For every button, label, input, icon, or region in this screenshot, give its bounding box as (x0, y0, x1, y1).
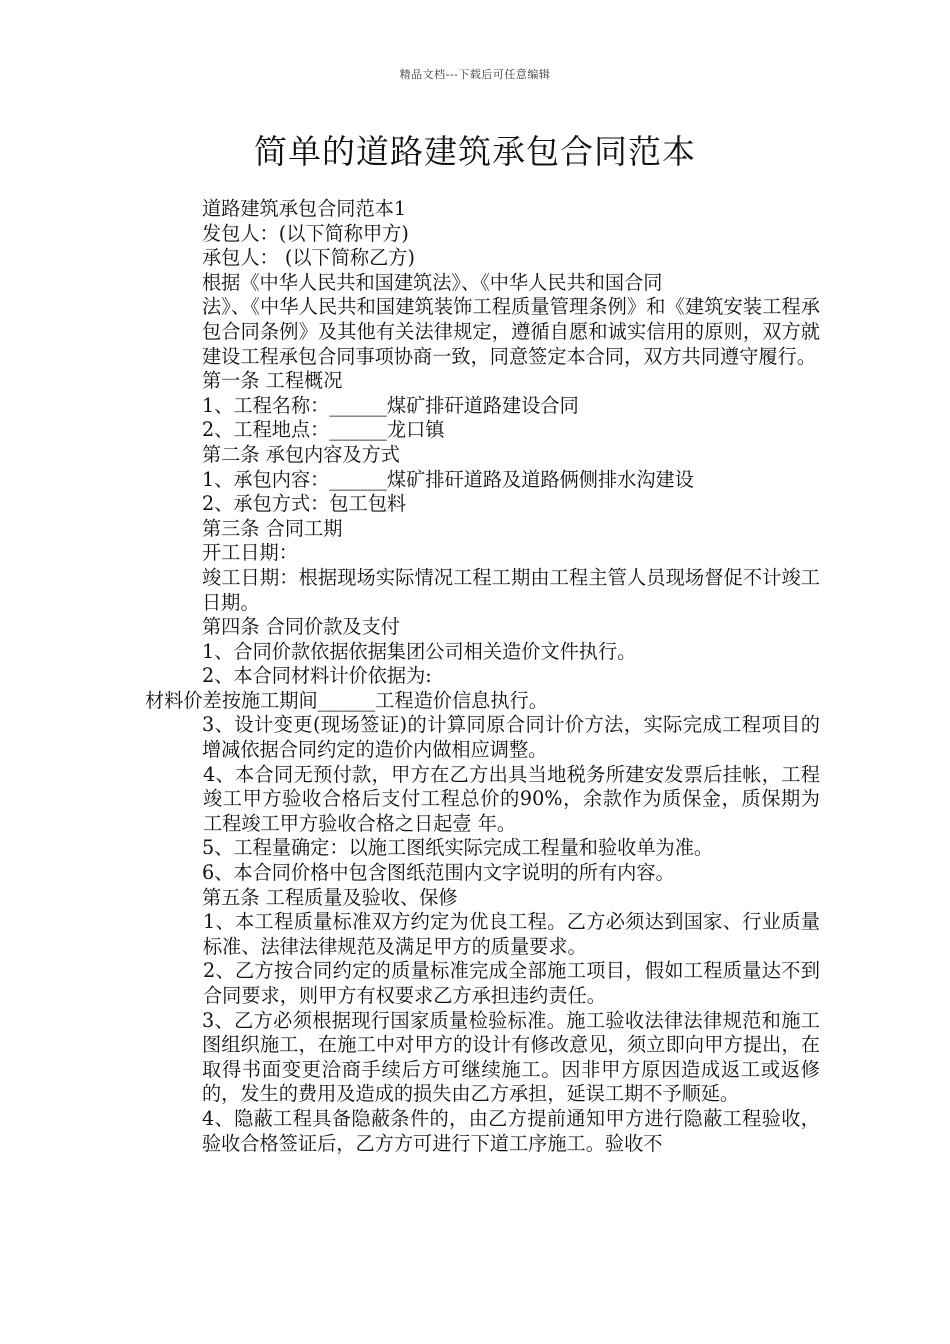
body-line: 1、合同价款依据依据集团公司相关造价文件执行。 (202, 639, 637, 663)
body-line: 开工日期： (202, 541, 298, 565)
body-line: 道路建筑承包合同范本1 (202, 197, 407, 220)
body-line: 2、工程地点：______龙口镇 (202, 418, 445, 442)
body-paragraph: 3、乙方必须根据现行国家质量检验标准。施工验收法律法律规范和施工图组织施工，在施工中对甲方的设计有修改意见，须立即向甲方提出，在取得书面变更洽商手续后方可继续施工。因非甲方原因造成返工或返修的，发生的费用及造成的损失由乙方承担，延误工期不予顺延。 (202, 1008, 820, 1106)
body-paragraph: 4、本合同无预付款，甲方在乙方出具当地税务所建安发票后挂帐，工程竣工甲方验收合格后支付工程总价的90%，余款作为质保金，质保期为工程竣工甲方验收合格之日起壹 年。 (203, 762, 820, 835)
body-line: 材料价差按施工期间______工程造价信息执行。 (145, 688, 548, 712)
body-line: 5、工程量确定：以施工图纸实际完成工程量和验收单为准。 (202, 836, 714, 860)
body-paragraph: 法》、《中华人民共和国建筑装饰工程质量管理条例》和《建筑安装工程承包合同条例》及其他有关法律规定，遵循自愿和诚实信用的原则，双方就建设工程承包合同事项协商一致，同意签定本合同，双方共同遵守履行。 (202, 295, 820, 368)
section-heading: 第四条 合同价款及支付 (202, 615, 400, 639)
document-body (145, 197, 820, 1156)
body-paragraph: 4、隐蔽工程具备隐蔽条件的，由乙方提前通知甲方进行隐蔽工程验收，验收合格签证后，乙方方可进行下道工序施工。验收不 (202, 1106, 820, 1155)
header-note: 精品文档---下载后可任意编辑 (399, 68, 551, 81)
body-paragraph: 竣工日期：根据现场实际情况工程工期由工程主管人员现场督促不计竣工日期。 (202, 565, 820, 614)
body-line: 6、本合同价格中包含图纸范围内文字说明的所有内容。 (202, 861, 675, 885)
section-heading: 第二条 承包内容及方式 (202, 442, 400, 466)
body-line: 1、工程名称：______煤矿排矸道路建设合同 (202, 393, 579, 417)
document-title: 简单的道路建筑承包合同范本 (254, 132, 696, 171)
body-line: 2、本合同材料计价依据为: (202, 664, 432, 688)
body-line: 1、承包内容：______煤矿排矸道路及道路俩侧排水沟建设 (202, 467, 694, 491)
section-heading: 第三条 合同工期 (202, 516, 343, 540)
body-line: 根据《中华人民共和国建筑法》、《中华人民共和国合同 (202, 270, 663, 294)
body-line: 承包人： (以下简称乙方) (202, 246, 415, 270)
body-paragraph: 2、乙方按合同约定的质量标准完成全部施工项目，假如工程质量达不到合同要求，则甲方有权要求乙方承担违约责任。 (203, 959, 820, 1007)
section-heading: 第五条 工程质量及验收、保修 (202, 885, 458, 909)
section-heading: 第一条 工程概况 (202, 369, 343, 393)
body-line: 2、承包方式：包工包料 (202, 492, 407, 516)
body-paragraph: 3、设计变更(现场签证)的计算同原合同计价方法，实际完成工程项目的增减依据合同约定的造价内做相应调整。 (202, 713, 820, 762)
body-line: 发包人：(以下简称甲方) (202, 221, 409, 245)
body-paragraph: 1、本工程质量标准双方约定为优良工程。乙方必须达到国家、行业质量标准、法律法律规范及满足甲方的质量要求。 (203, 910, 820, 958)
